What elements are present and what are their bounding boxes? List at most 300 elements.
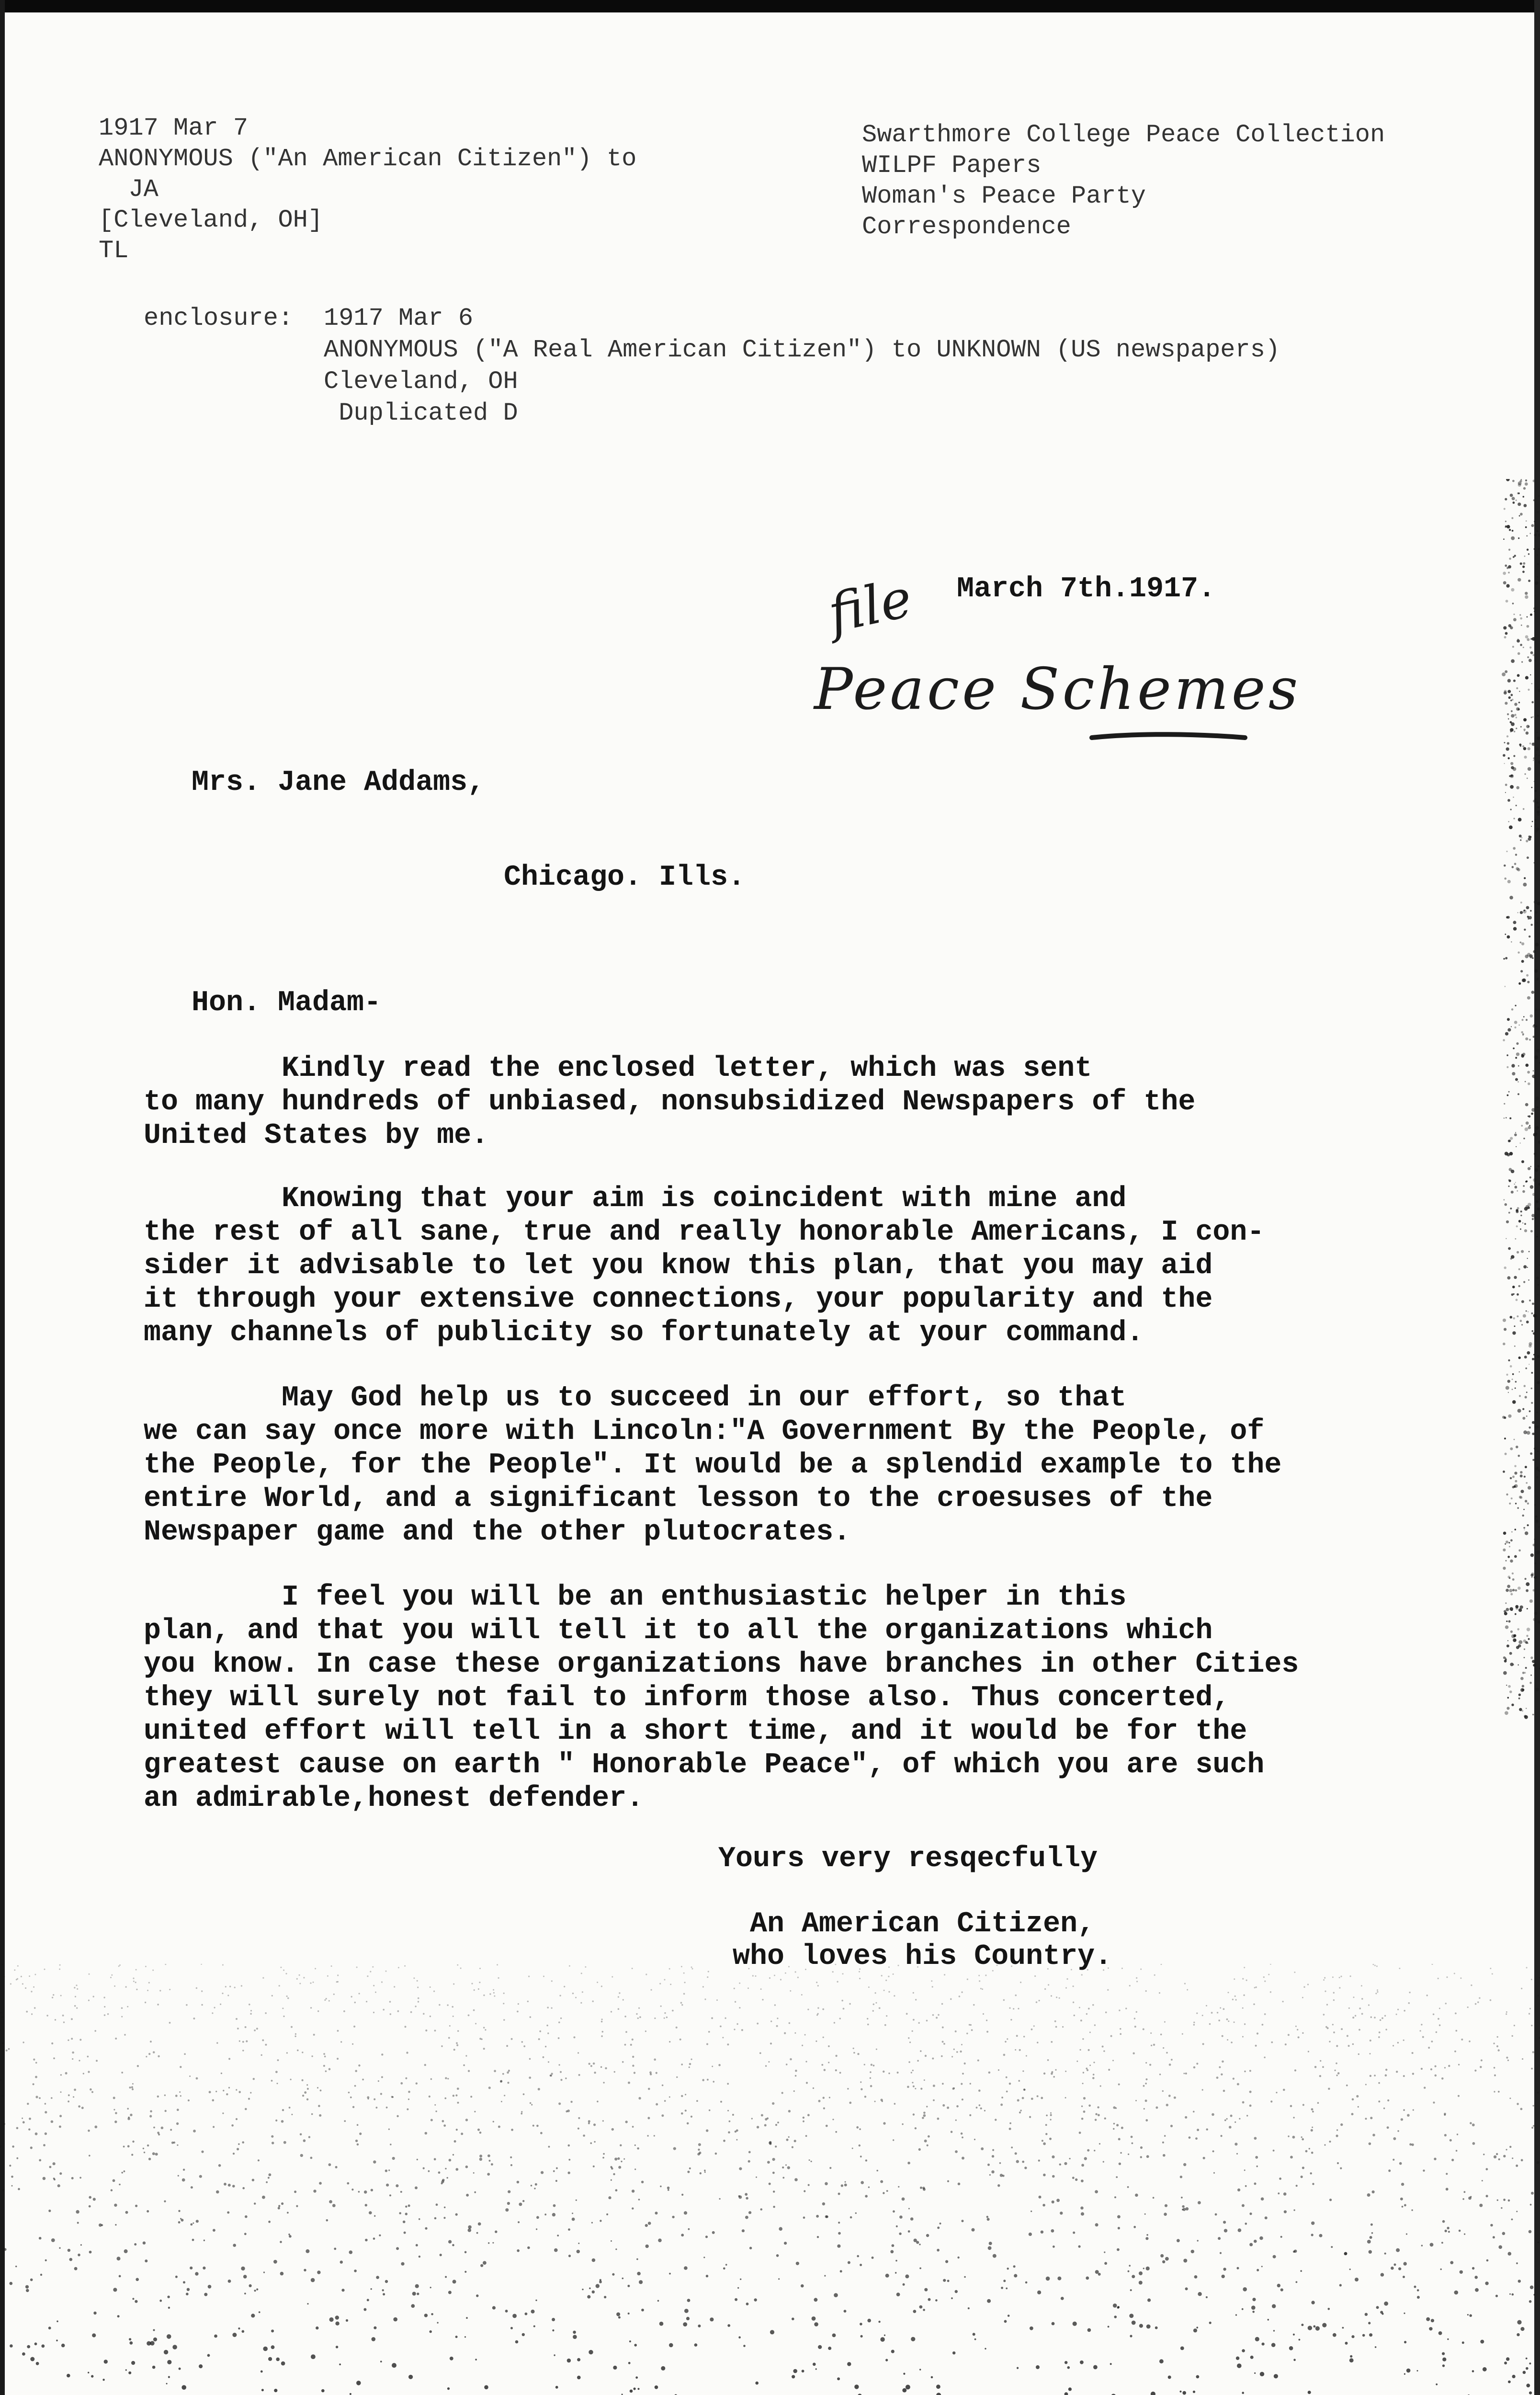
noise-speck [1517, 1293, 1519, 1296]
noise-speck [1068, 2387, 1072, 2391]
noise-speck [144, 2152, 145, 2153]
noise-speck [1056, 1996, 1057, 1998]
noise-speck [1537, 1355, 1540, 1358]
noise-speck [1498, 2049, 1500, 2051]
noise-speck [1524, 556, 1526, 557]
noise-speck [587, 2295, 590, 2298]
noise-speck [872, 2010, 874, 2011]
noise-speck [237, 2028, 239, 2030]
noise-speck [1036, 2001, 1038, 2003]
noise-speck [23, 2041, 24, 2043]
noise-speck [903, 2283, 905, 2286]
handwritten-file-word: file [823, 567, 917, 645]
noise-speck [560, 2079, 562, 2081]
noise-speck [1532, 1433, 1534, 1435]
noise-speck [353, 2026, 355, 2028]
noise-speck [41, 2344, 45, 2348]
noise-speck [405, 2213, 408, 2215]
noise-speck [1329, 2199, 1332, 2201]
noise-speck [474, 1989, 475, 1991]
scan-bottom-noise [0, 1964, 1540, 2395]
noise-speck [324, 2056, 326, 2058]
noise-speck [1421, 2245, 1423, 2246]
noise-speck [1409, 2143, 1412, 2145]
noise-speck [979, 1980, 980, 1982]
noise-speck [425, 2030, 427, 2031]
noise-speck [1120, 2028, 1121, 2030]
noise-speck [1370, 2053, 1371, 2054]
noise-speck [380, 2361, 382, 2362]
noise-speck [1518, 1357, 1521, 1359]
noise-speck [1519, 614, 1521, 616]
noise-speck [1523, 1138, 1525, 1139]
noise-speck [815, 2041, 817, 2042]
noise-speck [529, 2058, 531, 2060]
noise-speck [1001, 2097, 1003, 2098]
noise-speck [1355, 2278, 1359, 2281]
noise-speck [1145, 2119, 1148, 2121]
noise-speck [568, 2159, 570, 2161]
noise-speck [1467, 2007, 1469, 2008]
noise-speck [1223, 2268, 1226, 2270]
noise-speck [611, 2128, 614, 2131]
noise-speck [221, 2073, 222, 2074]
noise-speck [1312, 2127, 1313, 2128]
noise-speck [1302, 2032, 1303, 2034]
noise-speck [769, 2183, 771, 2185]
noise-speck [718, 2064, 721, 2066]
noise-speck [944, 1974, 945, 1975]
noise-speck [340, 2260, 343, 2263]
paragraph-line: we can say once more with Lincoln:"A Government By the People, of [144, 1415, 1265, 1448]
noise-speck [1073, 2232, 1075, 2234]
noise-speck [822, 2202, 825, 2205]
noise-speck [941, 2055, 943, 2057]
noise-speck [22, 2352, 25, 2356]
noise-speck [1074, 2015, 1076, 2017]
noise-speck [1534, 969, 1538, 973]
noise-speck [352, 2043, 353, 2045]
catalog-line: TL [99, 237, 129, 265]
noise-speck [245, 2215, 248, 2218]
noise-speck [600, 2066, 602, 2068]
noise-speck [71, 2018, 73, 2020]
noise-speck [125, 2211, 128, 2214]
noise-speck [1182, 2205, 1184, 2208]
noise-speck [1537, 810, 1540, 813]
noise-speck [1083, 2110, 1086, 2113]
noise-speck [1155, 2107, 1158, 2109]
noise-speck [880, 2337, 884, 2341]
noise-speck [1535, 595, 1536, 596]
noise-speck [1080, 2049, 1081, 2051]
noise-speck [1442, 2364, 1445, 2367]
noise-speck [337, 1981, 339, 1983]
noise-speck [233, 2153, 235, 2155]
noise-speck [1183, 2208, 1186, 2211]
noise-speck [535, 2183, 537, 2186]
noise-speck [916, 2241, 919, 2244]
noise-speck [807, 2009, 809, 2010]
noise-speck [1530, 1452, 1532, 1455]
noise-speck [993, 2254, 996, 2258]
noise-speck [1511, 1497, 1513, 1499]
noise-speck [1249, 2091, 1252, 2093]
noise-speck [61, 2344, 65, 2348]
noise-speck [150, 2110, 152, 2112]
noise-speck [1113, 2304, 1117, 2308]
noise-speck [908, 2230, 910, 2233]
noise-speck [1510, 1593, 1513, 1596]
noise-speck [1047, 1968, 1049, 1970]
noise-speck [465, 2166, 468, 2168]
noise-speck [1533, 1036, 1535, 1038]
noise-speck [1442, 2358, 1446, 2361]
noise-speck [1397, 2042, 1399, 2043]
noise-speck [1506, 584, 1509, 587]
noise-speck [447, 2078, 449, 2079]
enclosure-label: enclosure: [144, 304, 294, 332]
noise-speck [179, 2091, 181, 2093]
noise-speck [1503, 1671, 1507, 1675]
noise-speck [1516, 1052, 1519, 1056]
noise-speck [1220, 2252, 1222, 2254]
noise-speck [981, 2147, 984, 2150]
noise-speck [1510, 785, 1514, 789]
noise-speck [835, 2069, 837, 2071]
noise-speck [1485, 2281, 1488, 2285]
noise-speck [593, 2166, 595, 2167]
noise-speck [1513, 927, 1517, 931]
noise-speck [281, 2361, 285, 2366]
noise-speck [748, 2211, 751, 2214]
noise-speck [1456, 2150, 1458, 2152]
noise-speck [444, 2207, 446, 2209]
noise-speck [1535, 1126, 1539, 1130]
noise-speck [824, 2275, 826, 2277]
noise-speck [817, 2236, 819, 2238]
noise-speck [1534, 1217, 1536, 1219]
noise-speck [608, 2196, 611, 2199]
noise-speck [1510, 1663, 1513, 1666]
noise-speck [132, 2083, 134, 2085]
noise-speck [1512, 1286, 1515, 1289]
noise-speck [1533, 950, 1536, 953]
noise-speck [1535, 1519, 1539, 1523]
noise-speck [1525, 1081, 1526, 1083]
noise-speck [1537, 715, 1539, 717]
noise-speck [1526, 1019, 1528, 1021]
noise-speck [1529, 935, 1530, 937]
noise-speck [525, 2313, 528, 2315]
noise-speck [1328, 2088, 1330, 2090]
noise-speck [1064, 2162, 1067, 2165]
noise-speck [973, 2004, 975, 2006]
noise-speck [1010, 2019, 1012, 2020]
noise-speck [1113, 2106, 1115, 2109]
noise-speck [1378, 2082, 1380, 2084]
noise-speck [1403, 2276, 1405, 2278]
noise-speck [1080, 2206, 1083, 2209]
noise-speck [53, 2162, 56, 2165]
noise-speck [1520, 1215, 1522, 1216]
noise-speck [1236, 2357, 1239, 2360]
noise-speck [242, 2141, 244, 2144]
noise-speck [1165, 2204, 1167, 2207]
noise-speck [988, 2072, 991, 2074]
noise-speck [79, 2177, 81, 2179]
noise-speck [818, 2100, 821, 2102]
noise-speck [1511, 588, 1514, 592]
noise-speck [1349, 2269, 1351, 2270]
noise-speck [1517, 1507, 1519, 1509]
noise-speck [1523, 1016, 1525, 1017]
noise-speck [1515, 1613, 1517, 1615]
noise-speck [1145, 2099, 1147, 2102]
noise-speck [45, 2111, 47, 2113]
noise-speck [600, 2220, 601, 2222]
noise-speck [1516, 1209, 1518, 1212]
noise-speck [913, 2113, 915, 2115]
noise-speck [1523, 1527, 1525, 1529]
noise-speck [1503, 1549, 1506, 1551]
noise-speck [1166, 2052, 1168, 2054]
noise-speck [1526, 974, 1529, 977]
noise-speck [1351, 2113, 1354, 2115]
noise-speck [386, 2184, 389, 2187]
noise-speck [1508, 572, 1510, 574]
noise-speck [1067, 2366, 1070, 2369]
noise-speck [1510, 1631, 1513, 1633]
noise-speck [464, 2271, 466, 2273]
paragraph-line: Newspaper game and the other plutocrates. [144, 1516, 851, 1549]
noise-speck [33, 2059, 35, 2061]
noise-speck [153, 2127, 155, 2129]
noise-speck [1461, 2039, 1463, 2041]
noise-speck [1264, 2057, 1265, 2058]
noise-speck [1508, 624, 1512, 627]
noise-speck [1507, 679, 1511, 682]
noise-speck [1403, 2040, 1404, 2041]
noise-speck [1524, 756, 1527, 759]
noise-speck [1194, 2275, 1198, 2279]
noise-speck [1159, 2074, 1161, 2075]
noise-speck [1197, 2240, 1199, 2241]
noise-speck [1509, 1546, 1510, 1547]
noise-speck [474, 2111, 476, 2112]
noise-speck [1514, 1439, 1515, 1440]
noise-speck [1460, 2270, 1463, 2274]
noise-speck [487, 2155, 490, 2157]
noise-speck [1525, 1103, 1529, 1106]
noise-speck [1458, 2064, 1460, 2065]
noise-speck [765, 2065, 767, 2066]
noise-speck [1515, 1381, 1517, 1383]
noise-speck [346, 2319, 348, 2322]
noise-speck [383, 2293, 385, 2295]
noise-speck [1045, 2124, 1047, 2126]
noise-speck [1121, 2127, 1123, 2129]
noise-speck [666, 2017, 668, 2018]
paragraph-line: the People, for the People". It would be a splendid example to the [144, 1449, 1282, 1482]
noise-speck [773, 2190, 775, 2192]
noise-speck [69, 2258, 73, 2261]
noise-speck [1245, 2185, 1247, 2187]
noise-speck [1131, 2136, 1133, 2138]
noise-speck [1350, 1975, 1351, 1977]
noise-speck [1486, 2168, 1488, 2170]
noise-speck [145, 2259, 147, 2262]
noise-speck [518, 2221, 520, 2223]
noise-speck [999, 2162, 1001, 2164]
noise-speck [238, 2143, 240, 2145]
noise-speck [803, 2117, 804, 2119]
noise-speck [1490, 1999, 1492, 2001]
noise-speck [445, 2077, 447, 2079]
noise-speck [751, 2118, 753, 2119]
noise-speck [92, 2333, 96, 2337]
noise-speck [1538, 1526, 1540, 1528]
noise-speck [1537, 1451, 1539, 1452]
noise-speck [1280, 2236, 1282, 2238]
noise-speck [748, 1968, 749, 1969]
noise-speck [1129, 1985, 1131, 1986]
noise-speck [687, 2299, 691, 2302]
noise-speck [589, 2287, 591, 2289]
noise-speck [317, 2087, 318, 2088]
noise-speck [1438, 1978, 1439, 1979]
noise-speck [35, 2076, 37, 2078]
noise-speck [117, 2257, 121, 2260]
noise-speck [134, 2243, 136, 2246]
noise-speck [1527, 1608, 1528, 1609]
noise-speck [1017, 2367, 1019, 2369]
noise-speck [448, 2037, 450, 2039]
noise-speck [1520, 644, 1522, 646]
noise-speck [738, 2195, 740, 2197]
noise-speck [468, 2014, 470, 2016]
noise-speck [796, 2262, 799, 2265]
enclosure-details [324, 303, 1280, 429]
noise-speck [1455, 2030, 1457, 2032]
noise-speck [826, 2215, 828, 2218]
noise-speck [1511, 941, 1512, 942]
noise-speck [1344, 2252, 1348, 2255]
noise-speck [606, 2213, 608, 2215]
noise-speck [1515, 854, 1517, 855]
noise-speck [1524, 1648, 1525, 1650]
noise-speck [1523, 496, 1525, 498]
noise-speck [1518, 702, 1520, 703]
noise-speck [593, 2123, 596, 2126]
noise-speck [1497, 2036, 1498, 2038]
noise-speck [592, 2258, 596, 2262]
noise-speck [274, 2389, 277, 2392]
noise-speck [183, 2281, 185, 2283]
noise-speck [1505, 1032, 1508, 1036]
noise-speck [135, 2300, 137, 2303]
noise-speck [392, 2157, 395, 2160]
noise-speck [637, 2272, 641, 2276]
noise-speck [1396, 2071, 1398, 2073]
noise-speck [1508, 1247, 1511, 1250]
noise-speck [883, 2192, 884, 2194]
noise-speck [1303, 1986, 1305, 1988]
noise-speck [1081, 1974, 1083, 1975]
noise-speck [186, 2004, 188, 2006]
noise-speck [153, 2051, 155, 2053]
noise-speck [1532, 654, 1535, 656]
noise-speck [698, 2149, 700, 2151]
noise-speck [517, 2181, 520, 2184]
noise-speck [121, 2172, 123, 2174]
noise-speck [681, 2004, 683, 2006]
noise-speck [475, 2359, 477, 2361]
noise-speck [1505, 986, 1506, 987]
noise-speck [738, 2336, 741, 2338]
noise-speck [735, 2131, 736, 2133]
noise-speck [1505, 1625, 1509, 1629]
noise-speck [2, 2042, 4, 2044]
noise-speck [88, 2130, 90, 2132]
noise-speck [72, 2052, 74, 2054]
noise-speck [742, 2229, 745, 2232]
noise-speck [1524, 877, 1526, 879]
noise-speck [388, 2129, 390, 2130]
noise-speck [1506, 1374, 1508, 1376]
noise-speck [1538, 806, 1540, 808]
noise-speck [719, 2198, 721, 2200]
noise-speck [417, 1986, 419, 1988]
noise-speck [1506, 2011, 1507, 2013]
noise-speck [573, 2036, 575, 2038]
noise-speck [1523, 883, 1527, 887]
noise-speck [503, 1993, 505, 1994]
noise-speck [1337, 2162, 1339, 2164]
noise-speck [344, 2120, 346, 2122]
noise-speck [1536, 1106, 1538, 1108]
noise-speck [837, 2245, 840, 2248]
noise-speck [201, 1990, 203, 1992]
noise-speck [321, 2389, 325, 2393]
noise-speck [707, 1976, 708, 1978]
noise-speck [1283, 2089, 1285, 2091]
noise-speck [739, 1983, 740, 1984]
noise-speck [1511, 710, 1513, 712]
noise-speck [1168, 2095, 1171, 2097]
noise-speck [417, 2292, 419, 2295]
noise-speck [670, 1984, 671, 1985]
noise-speck [661, 2114, 664, 2117]
noise-speck [1510, 809, 1512, 810]
noise-speck [1185, 2116, 1187, 2119]
noise-speck [603, 2082, 604, 2083]
noise-speck [1351, 2335, 1354, 2338]
noise-speck [1284, 2210, 1287, 2213]
noise-speck [457, 1964, 458, 1966]
noise-speck [1529, 1300, 1531, 1301]
catalog-line: JA [99, 175, 159, 204]
noise-speck [985, 2348, 986, 2349]
noise-speck [1520, 480, 1522, 482]
noise-speck [908, 2037, 909, 2039]
noise-speck [805, 2061, 807, 2062]
noise-speck [1426, 1995, 1428, 1996]
noise-speck [870, 2085, 872, 2087]
paragraph-line: to many hundreds of unbiased, nonsubsidized Newspapers of the [144, 1086, 1196, 1118]
noise-speck [349, 2250, 353, 2254]
noise-speck [1160, 2034, 1162, 2036]
